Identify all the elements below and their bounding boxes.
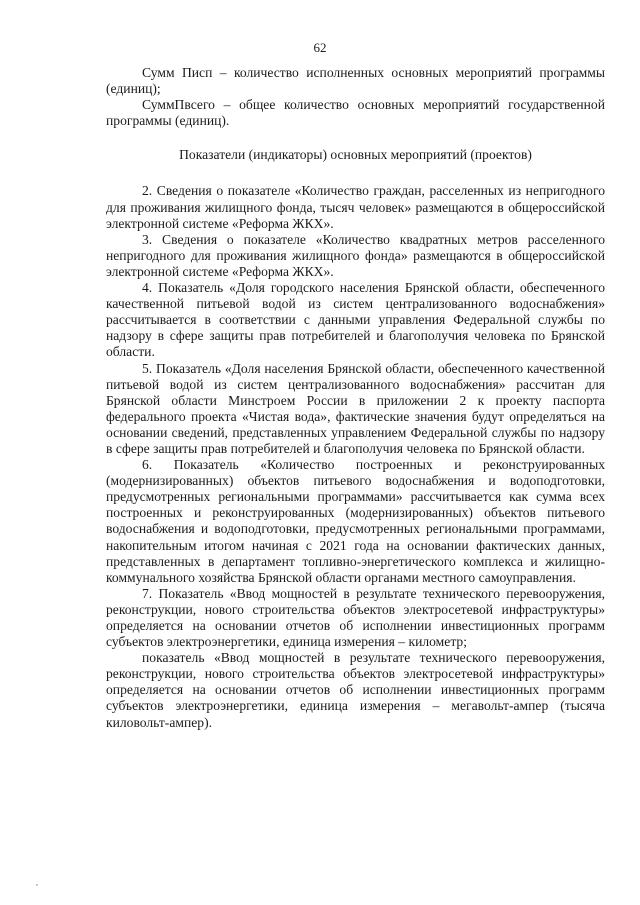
- indicator-paragraph: 2. Сведения о показателе «Количество граждан, расселенных из непригодного для проживания жилищного фонда, тысяч человек» размещаются в общероссийской электронной системе «Реформа ЖКХ».: [106, 183, 605, 231]
- indicator-paragraph: 3. Сведения о показателе «Количество квадратных метров расселенного непригодного для проживания жилищного фонда» размещаются в общероссийской электронной системе «Реформа ЖКХ».: [106, 231, 605, 279]
- section-heading: Показатели (индикаторы) основных мероприятий (проектов): [179, 147, 532, 163]
- indicator-paragraph: 7. Показатель «Ввод мощностей в результате технического перевооружения, реконструкции, нового строительства объектов электросетевой инфраструктуры» определяется на основании отчетов об исполнении инвестиционных программ субъектов электроэнергетики, единица измерения – километр;: [106, 585, 605, 650]
- indicator-paragraph: 6. Показатель «Количество построенных и реконструированных (модернизированных) объектов питьевого водоснабжения и водоподготовки, предусмотренных региональными программами» рассчитывается как сумма всех построенных и реконструированных (модернизированных) объектов питьевого водоснабжения и водоподготовки, предусмотренных региональными программами, накопительным итогом начиная с 2021 года на основании фактических данных, представленных в департамент топливно-энергетического комплекса и жилищно-коммунального хозяйства Брянской области органами местного самоуправления.: [106, 457, 605, 585]
- scan-speck: [36, 884, 38, 886]
- page-number: 62: [313, 40, 327, 55]
- indicator-paragraph: 5. Показатель «Доля населения Брянской области, обеспеченного качественной питьевой водой из систем централизованного водоснабжения» рассчитан для Брянской области Минстроем России в приложении 2 к проекту паспорта федерального проекта «Чистая вода», фактические значения будут определяться на основании сведений, представленных управлением Федеральной службы по надзору в сфере защиты прав потребителей и благополучия человека по Брянской области.: [106, 360, 605, 456]
- indicator-paragraph: 4. Показатель «Доля городского населения Брянской области, обеспеченного качественной питьевой водой из систем централизованного водоснабжения» рассчитывается в соответствии с данными управления Федеральной службы по надзору в сфере защиты прав потребителей и благополучия человека по Брянской области.: [106, 280, 605, 360]
- indicator-paragraph: показатель «Ввод мощностей в результате технического перевооружения, реконструкции, нового строительства объектов электросетевой инфраструктуры» определяется на основании отчетов об исполнении инвестиционных программ субъектов электроэнергетики, единица измерения – мегавольт-ампер (тысяча киловольт-ампер).: [106, 650, 605, 730]
- definition-paragraph: СуммПвсего – общее количество основных мероприятий государственной программы (единиц).: [106, 97, 605, 129]
- definition-paragraph: Сумм Писп – количество исполненных основных мероприятий программы (единиц);: [106, 65, 605, 97]
- document-body: [106, 65, 605, 731]
